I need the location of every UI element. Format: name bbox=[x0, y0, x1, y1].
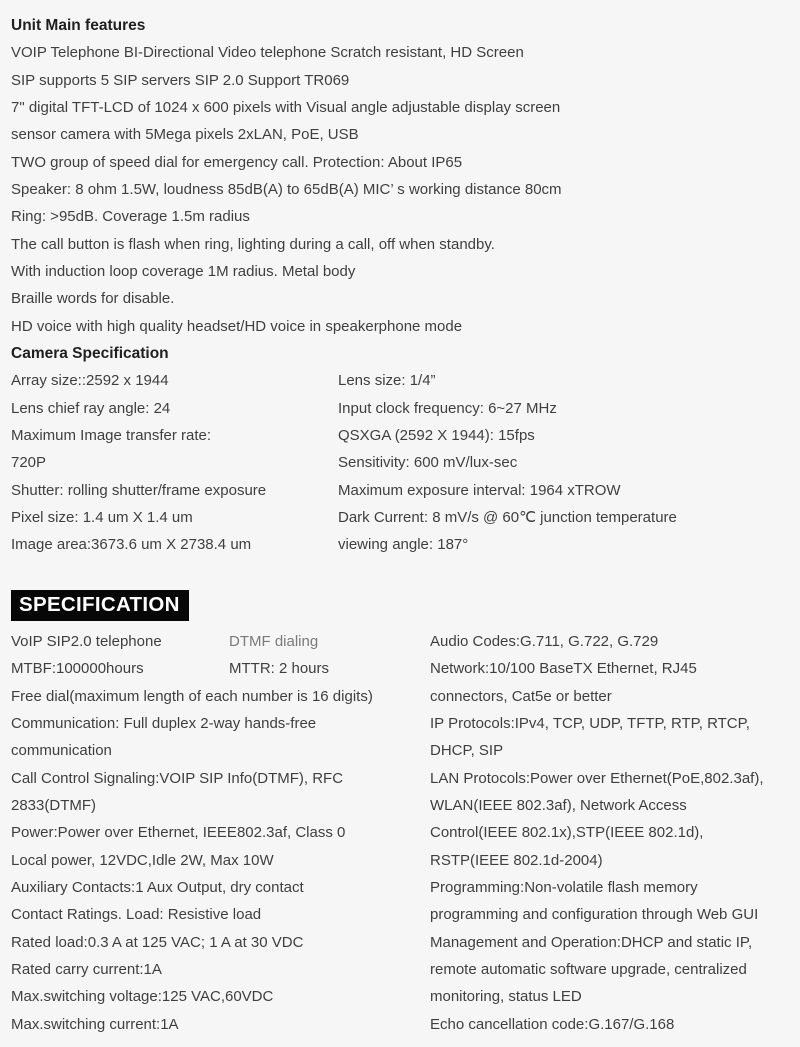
camera-spec-right-cell: QSXGA (2592 X 1944): 15fps bbox=[338, 426, 535, 444]
spec-line: Programming:Non-volatile flash memory bbox=[430, 879, 698, 897]
spec-line: Auxiliary Contacts:1 Aux Output, dry contact bbox=[11, 879, 304, 897]
spec-line: Power:Power over Ethernet, IEEE802.3af, Class 0 bbox=[11, 824, 346, 842]
specification-columns bbox=[11, 628, 792, 1038]
spec-cell-dtmf: DTMF dialing bbox=[229, 633, 319, 651]
spec-line: Management and Operation:DHCP and static IP, bbox=[430, 933, 753, 951]
spec-line: Call Control Signaling:VOIP SIP Info(DTMF), RFC bbox=[11, 769, 344, 787]
feature-line: Braille words for disable. bbox=[11, 290, 175, 308]
feature-line: HD voice with high quality headset/HD voice in speakerphone mode bbox=[11, 317, 463, 335]
spec-line: LAN Protocols:Power over Ethernet(PoE,802.3af), bbox=[430, 769, 764, 787]
feature-line: sensor camera with 5Mega pixels 2xLAN, PoE, USB bbox=[11, 126, 359, 144]
camera-spec-right-cell: Input clock frequency: 6~27 MHz bbox=[338, 399, 557, 417]
spec-line: WLAN(IEEE 802.3af), Network Access bbox=[430, 797, 687, 815]
spec-line: Local power, 12VDC,Idle 2W, Max 10W bbox=[11, 851, 274, 869]
camera-spec-right-cell: Lens size: 1/4” bbox=[338, 372, 436, 390]
camera-spec-left-cell: Maximum Image transfer rate: bbox=[11, 426, 212, 444]
feature-line: Speaker: 8 ohm 1.5W, loudness 85dB(A) to 65dB(A) MIC’ s working distance 80cm bbox=[11, 180, 562, 198]
spec-line: Rated carry current:1A bbox=[11, 961, 162, 978]
spec-cell-mtbf: MTBF:100000hours bbox=[11, 660, 144, 678]
spec-line: Echo cancellation code:G.167/G.168 bbox=[430, 1015, 675, 1033]
feature-line: 7" digital TFT-LCD of 1024 x 600 pixels with Visual angle adjustable display screen bbox=[11, 98, 561, 116]
feature-line: VOIP Telephone BI-Directional Video telephone Scratch resistant, HD Screen bbox=[11, 44, 524, 62]
spec-right-lines bbox=[430, 628, 792, 1038]
camera-spec-right-cell: viewing angle: 187° bbox=[338, 536, 469, 554]
spec-line: 2833(DTMF) bbox=[11, 797, 97, 815]
camera-spec-left-cell: Shutter: rolling shutter/frame exposure bbox=[11, 481, 267, 499]
feature-line: With induction loop coverage 1M radius. Metal body bbox=[11, 262, 356, 280]
camera-spec-right-cell: Maximum exposure interval: 1964 xTROW bbox=[338, 481, 621, 499]
feature-line: The call button is flash when ring, lighting during a call, off when standby. bbox=[11, 235, 495, 253]
camera-spec-row bbox=[11, 531, 792, 558]
camera-spec-row bbox=[11, 422, 792, 449]
camera-spec-left-cell: 720P bbox=[11, 454, 47, 472]
camera-spec-row bbox=[11, 504, 792, 531]
feature-line: SIP supports 5 SIP servers SIP 2.0 Support TR069 bbox=[11, 71, 350, 89]
spec-line: IP Protocols:IPv4, TCP, UDP, TFTP, RTP, RTCP, bbox=[430, 715, 750, 733]
camera-spec-heading: Camera Specification bbox=[11, 344, 169, 362]
feature-line: TWO group of speed dial for emergency call. Protection: About IP65 bbox=[11, 153, 463, 171]
spec-line: DHCP, SIP bbox=[430, 742, 504, 760]
unit-features-list bbox=[11, 39, 792, 340]
camera-spec-left-cell: Array size::2592 x 1944 bbox=[11, 372, 169, 390]
camera-spec-left-cell: Pixel size: 1.4 um X 1.4 um bbox=[11, 508, 193, 526]
spec-cell-mttr: MTTR: 2 hours bbox=[229, 660, 330, 678]
spec-line: Control(IEEE 802.1x),STP(IEEE 802.1d), bbox=[430, 824, 704, 842]
spec-line: Communication: Full duplex 2-way hands-free bbox=[11, 715, 317, 733]
spec-line: Contact Ratings. Load: Resistive load bbox=[11, 906, 262, 924]
spec-pair-row bbox=[11, 628, 430, 655]
camera-spec-row bbox=[11, 367, 792, 394]
specification-heading: SPECIFICATION bbox=[11, 590, 189, 622]
spec-line: Rated load:0.3 A at 125 VAC; 1 A at 30 VDC bbox=[11, 933, 304, 951]
spec-line: monitoring, status LED bbox=[430, 988, 582, 1006]
camera-spec-right-cell: Sensitivity: 600 mV/lux-sec bbox=[338, 454, 518, 472]
spec-line: Network:10/100 BaseTX Ethernet, RJ45 bbox=[430, 660, 697, 678]
spec-left-lines bbox=[11, 683, 430, 1038]
camera-spec-row bbox=[11, 395, 792, 422]
spec-line: remote automatic software upgrade, centralized bbox=[430, 961, 747, 978]
spec-pair-row bbox=[11, 655, 430, 682]
camera-spec-row bbox=[11, 477, 792, 504]
spec-line: Audio Codes:G.711, G.722, G.729 bbox=[430, 633, 659, 651]
spec-line: Free dial(maximum length of each number is 16 digits) bbox=[11, 687, 373, 705]
camera-spec-table bbox=[11, 367, 792, 558]
camera-spec-right-cell: Dark Current: 8 mV/s @ 60℃ junction temperature bbox=[338, 508, 677, 526]
spec-cell-voip: VoIP SIP2.0 telephone bbox=[11, 633, 162, 651]
specification-right-column bbox=[430, 628, 792, 1038]
spec-line: Max.switching voltage:125 VAC,60VDC bbox=[11, 988, 274, 1006]
spec-line: communication bbox=[11, 742, 112, 760]
unit-features-heading: Unit Main features bbox=[11, 17, 146, 34]
camera-spec-left-cell: Image area:3673.6 um X 2738.4 um bbox=[11, 536, 252, 554]
spec-line: programming and configuration through Web GUI bbox=[430, 906, 759, 924]
specification-left-column bbox=[11, 628, 430, 1038]
spec-line: RSTP(IEEE 802.1d-2004) bbox=[430, 851, 603, 869]
spec-line: connectors, Cat5e or better bbox=[430, 687, 612, 705]
spec-line: Max.switching current:1A bbox=[11, 1015, 179, 1033]
feature-line: Ring: >95dB. Coverage 1.5m radius bbox=[11, 208, 250, 226]
camera-spec-left-cell: Lens chief ray angle: 24 bbox=[11, 399, 171, 417]
camera-spec-row bbox=[11, 449, 792, 476]
